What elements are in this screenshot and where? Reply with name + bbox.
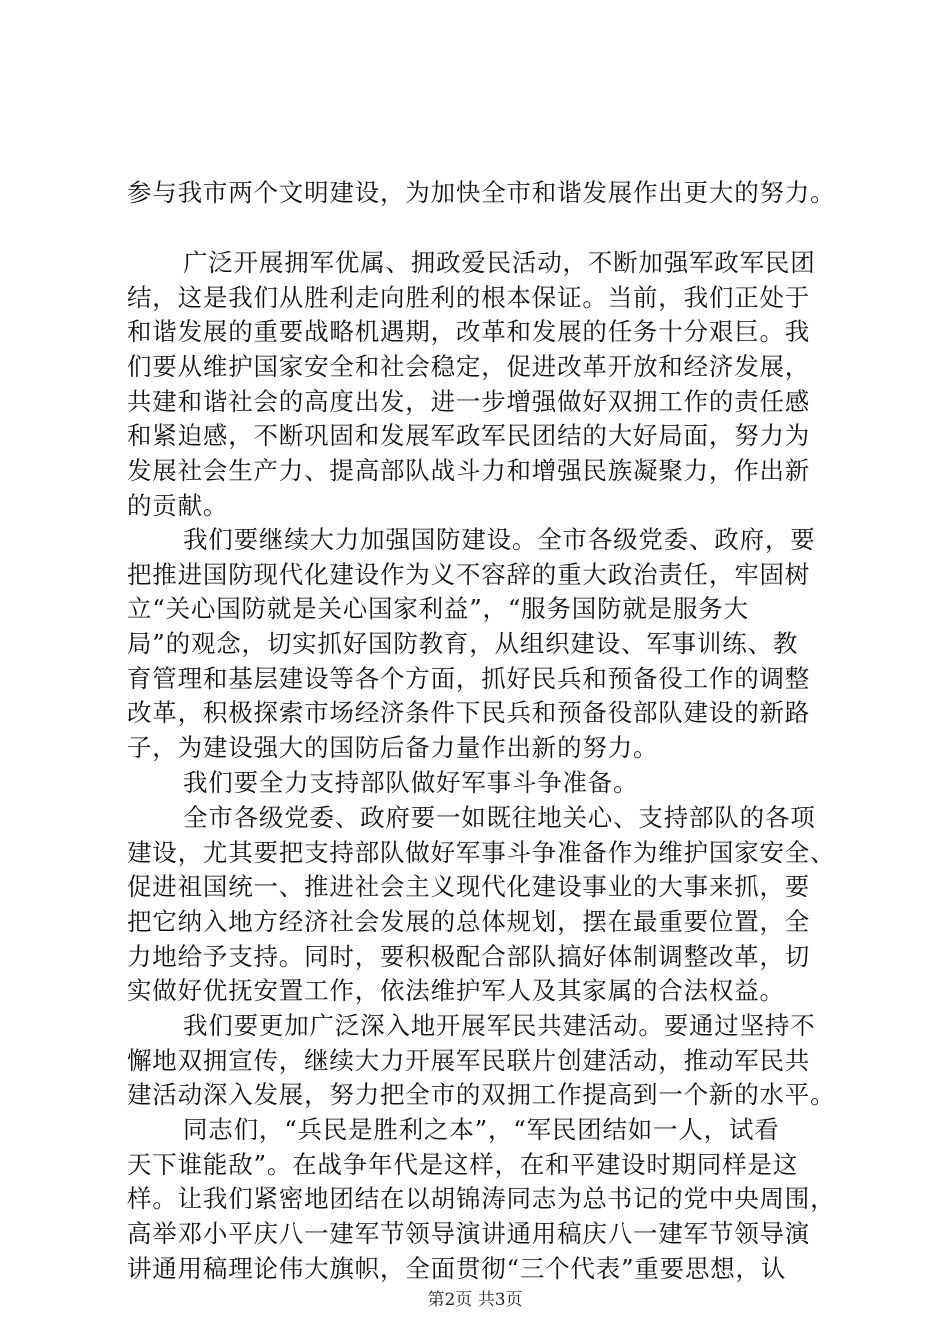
text-line: 我们要继续大力加强国防建设。全市各级党委、政府，要 — [183, 525, 816, 554]
text-line: 参与我市两个文明建设，为加快全市和谐发展作出更大的努力。 — [127, 178, 836, 207]
text-line: 讲通用稿理论伟大旗帜，全面贯彻“三个代表”重要思想，认 — [127, 1253, 787, 1283]
text-line: 同志们，“兵民是胜利之本”，“军民团结如一人，试看 — [183, 1115, 780, 1144]
text-line: 发展社会生产力、提高部队战斗力和增强民族凝聚力，作出新 — [127, 456, 811, 486]
page-number-footer: 第2页 共3页 — [427, 1290, 523, 1310]
text-line: 建设，尤其要把支持部队做好军事斗争准备作为维护国家安全、 — [127, 837, 836, 867]
intro-paragraph — [127, 176, 836, 211]
text-line: 立“关心国防就是关心国家利益”，“服务国防就是服务大 — [127, 594, 749, 624]
text-line: 全市各级党委、政府要一如既往地关心、支持部队的各项 — [183, 803, 816, 832]
text-line: 天下谁能敌”。在战争年代是这样，在和平建设时期同样是这 — [127, 1149, 799, 1179]
text-line: 把推进国防现代化建设作为义不容辞的重大政治责任，牢固树 — [127, 559, 811, 589]
text-line: 们要从维护国家安全和社会稳定，促进改革开放和经济发展， — [127, 352, 811, 382]
text-line: 我们要更加广泛深入地开展军民共建活动。要通过坚持不 — [183, 1011, 816, 1040]
text-line: 子，为建设强大的国防后备力量作出新的努力。 — [127, 733, 659, 763]
paragraph-4 — [127, 801, 836, 1009]
paragraph-2 — [127, 523, 827, 766]
text-line: 把它纳入地方经济社会发展的总体规划，摆在最重要位置，全 — [127, 907, 811, 937]
text-line: 广泛开展拥军优属、拥政爱民活动，不断加强军政军民团 — [183, 248, 816, 277]
text-line: 我们要全力支持部队做好军事斗争准备。 — [183, 768, 639, 797]
text-line: 促进祖国统一、推进社会主义现代化建设事业的大事来抓，要 — [127, 872, 811, 902]
text-line: 局”的观念，切实抓好国防教育，从组织建设、军事训练、教 — [127, 629, 799, 659]
text-line: 样。让我们紧密地团结在以胡锦涛同志为总书记的党中央周围， — [127, 1184, 836, 1214]
text-line: 高举邓小平庆八一建军节领导演讲通用稿庆八一建军节领导演 — [127, 1219, 811, 1249]
text-line: 改革，积极探索市场经济条件下民兵和预备役部队建设的新路 — [127, 698, 811, 728]
text-line: 育管理和基层建设等各个方面，抓好民兵和预备役工作的调整 — [127, 663, 811, 693]
paragraph-1 — [127, 246, 827, 524]
text-line: 懈地双拥宣传，继续大力开展军民联片创建活动，推动军民共 — [127, 1045, 811, 1075]
text-line: 实做好优抚安置工作，依法维护军人及其家属的合法权益。 — [127, 976, 785, 1006]
text-line: 建活动深入发展，努力把全市的双拥工作提高到一个新的水平。 — [127, 1080, 836, 1110]
paragraph-5 — [127, 1009, 836, 1113]
text-line: 和紧迫感，不断巩固和发展军政军民团结的大好局面，努力为 — [127, 421, 811, 451]
text-line: 和谐发展的重要战略机遇期，改革和发展的任务十分艰巨。我 — [127, 317, 811, 347]
text-line: 结，这是我们从胜利走向胜利的根本保证。当前，我们正处于 — [127, 282, 811, 312]
text-line: 力地给予支持。同时，要积极配合部队搞好体制调整改革，切 — [127, 941, 811, 971]
paragraph-3 — [127, 766, 827, 801]
paragraph-6 — [127, 1113, 836, 1286]
text-line: 共建和谐社会的高度出发，进一步增强做好双拥工作的责任感 — [127, 386, 811, 416]
text-line: 的贡献。 — [127, 490, 229, 520]
